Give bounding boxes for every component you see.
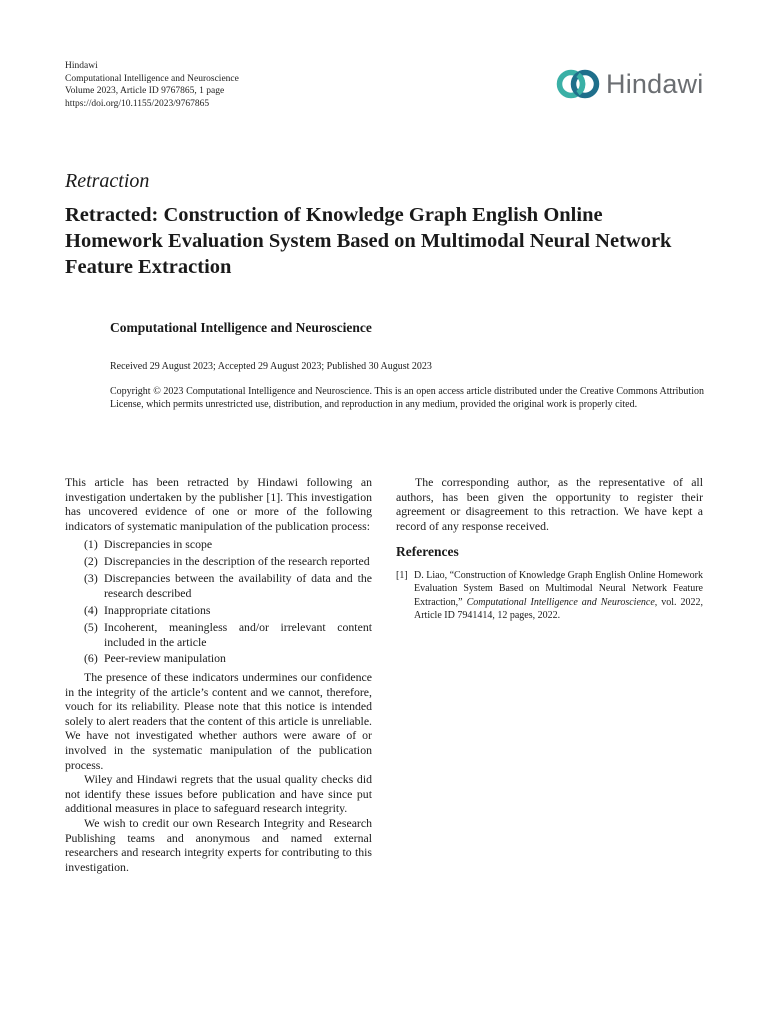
article-header-meta (65, 60, 239, 110)
reference-journal: Computational Intelligence and Neuroscience (466, 596, 655, 608)
list-item-number: (4) (84, 602, 98, 617)
logo-text: Hindawi (606, 68, 704, 99)
list-item-text: Discrepancies between the availability of data and the research described (104, 571, 372, 600)
reference-item (396, 569, 703, 623)
publisher-name: Hindawi (65, 61, 98, 71)
reference-text (414, 569, 703, 623)
presence-paragraph: The presence of these indicators undermines our confidence in the integrity of the article’s content and we cannot, therefore, vouch for its reliability. Please note that this notice is intended solely to alert readers that the content of this article is unreliable. We have not investigated whether authors were aware of or involved in the systematic manipulation of the publication process. (65, 670, 372, 772)
publication-dates: Received 29 August 2023; Accepted 29 August 2023; Published 30 August 2023 (110, 361, 432, 372)
list-item-text: Inappropriate citations (104, 602, 211, 617)
left-column (65, 475, 372, 874)
list-item (84, 603, 372, 618)
list-item (84, 651, 372, 666)
reference-details: , vol. 2022, Article ID 7941414, 12 pages, 2022. (414, 596, 703, 622)
list-item (84, 571, 372, 600)
list-item (84, 620, 372, 649)
list-item-number: (3) (84, 571, 98, 586)
reference-authors-title: D. Liao, “Construction of Knowledge Graph English Online Homework Evaluation System Based on Multimodal Neural Network Feature Extraction,” (414, 569, 703, 608)
list-item-text: Discrepancies in the description of the research reported (104, 554, 370, 569)
references-heading: References (396, 544, 459, 560)
list-item-number: (6) (84, 651, 98, 666)
header-journal-name: Computational Intelligence and Neuroscience (65, 73, 239, 84)
hindawi-logo (556, 62, 716, 106)
list-item (84, 554, 372, 569)
copyright-notice: Copyright © 2023 Computational Intelligence and Neuroscience. This is an open access article distributed under the Creative Commons Attribution License, which permits unrestricted use, distribution, and reproduction in any medium, provided the original work is properly cited. (110, 386, 704, 410)
list-item-text: Discrepancies in scope (104, 537, 213, 552)
list-item-number: (5) (84, 619, 98, 634)
hindawi-rings-icon (556, 64, 600, 104)
volume-info: Volume 2023, Article ID 9767865, 1 page (65, 86, 225, 96)
journal-name: Computational Intelligence and Neuroscience (110, 320, 372, 335)
list-item-number: (1) (84, 537, 98, 552)
article-title: Retracted: Construction of Knowledge Graph English Online Homework Evaluation System Based on Multimodal Neural Network Feature Extraction (65, 204, 672, 278)
reference-number: [1] (396, 569, 408, 581)
list-item (84, 537, 372, 552)
author-paragraph: The corresponding author, as the representative of all authors, has been given the opportunity to register their agreement or disagreement to this retraction. We have kept a record of any response received. (396, 475, 703, 533)
article-type: Retraction (65, 170, 150, 192)
indicator-list (65, 537, 372, 666)
intro-paragraph: This article has been retracted by Hindawi following an investigation undertaken by the publisher [1]. This investigation has uncovered evidence of one or more of the following indicators of systematic manipulation of the publication process: (65, 475, 372, 533)
wiley-paragraph: Wiley and Hindawi regrets that the usual quality checks did not identify these issues before publication and have since put additional measures in place to safeguard research integrity. (65, 772, 372, 816)
list-item-text: Incoherent, meaningless and/or irrelevant content included in the article (104, 619, 372, 649)
list-item-number: (2) (84, 554, 98, 569)
credit-paragraph: We wish to credit our own Research Integrity and Research Publishing teams and anonymous and named external researchers and research integrity experts for contributing to this investigation. (65, 816, 372, 874)
doi-link[interactable]: https://doi.org/10.1155/2023/9767865 (65, 98, 210, 109)
right-column (396, 475, 703, 623)
list-item-text: Peer-review manipulation (104, 651, 226, 666)
